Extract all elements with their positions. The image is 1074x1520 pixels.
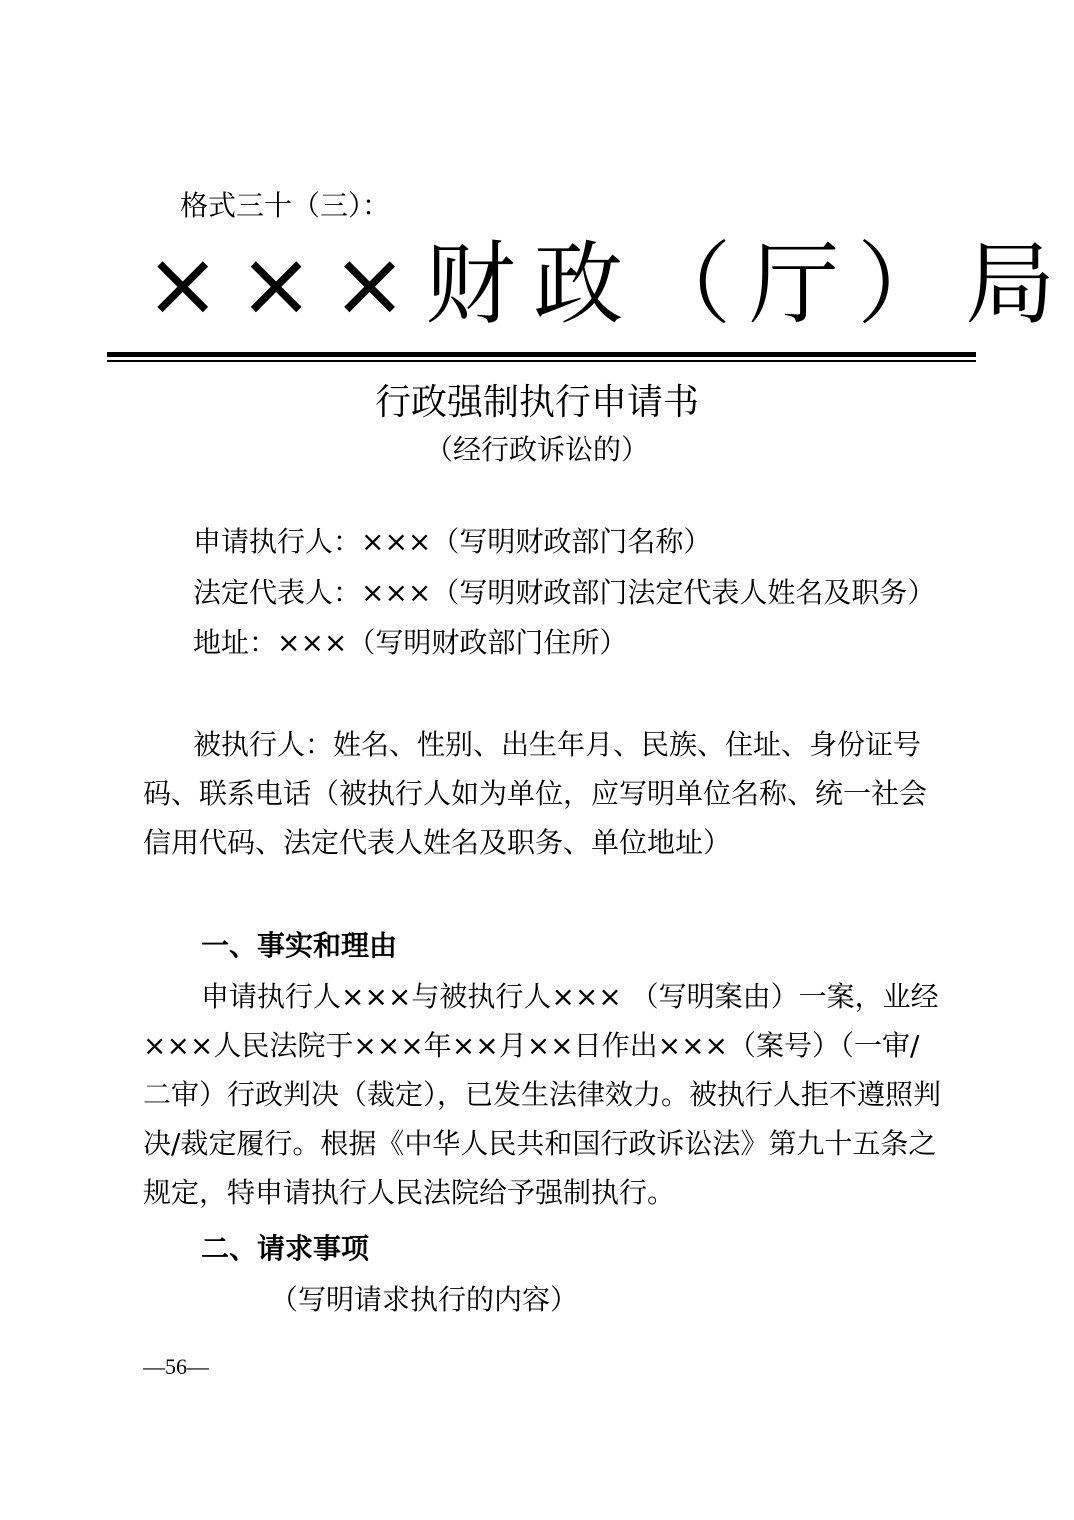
document-subtitle: （经行政诉讼的） xyxy=(424,433,649,466)
legal-representative-line: 法定代表人：×××（写明财政部门法定代表人姓名及职务） xyxy=(193,576,936,609)
page-number: —56— xyxy=(143,1354,209,1379)
document-title: 行政强制执行申请书 xyxy=(374,382,699,423)
applicant-address-line: 地址：×××（写明财政部门住所） xyxy=(193,626,628,659)
applicant-name-line: 申请执行人：×××（写明财政部门名称） xyxy=(193,525,712,558)
request-content: （写明请求执行的内容） xyxy=(270,1283,579,1316)
facts-text: 申请执行人×××与被执行人××× （写明案由）一案，业经×××人民法院于×××年××月××日作出×××（案号）（一审/二审）行政判决（裁定），已发生法律效力。被执行人拒不遵照判决/裁定履行。根据《中华人民共和国行政诉讼法》第九十五条之规定，特申请执行人民法院给予强制执行。 xyxy=(143,980,942,1209)
agency-title: ×××财政（厅）局 xyxy=(145,232,1074,337)
respondent-paragraph xyxy=(143,720,943,867)
section-heading-request: 二、请求事项 xyxy=(201,1232,370,1265)
respondent-text: 被执行人：姓名、性别、出生年月、民族、住址、身份证号码、联系电话（被执行人如为单位，应写明单位名称、统一社会信用代码、法定代表人姓名及职务、单位地址） xyxy=(143,728,928,859)
section-heading-facts: 一、事实和理由 xyxy=(201,929,398,962)
facts-paragraph xyxy=(143,972,943,1217)
header-rule-thick xyxy=(107,352,976,357)
header-rule-thin xyxy=(107,360,976,362)
format-label: 格式三十（三）： xyxy=(180,189,391,222)
